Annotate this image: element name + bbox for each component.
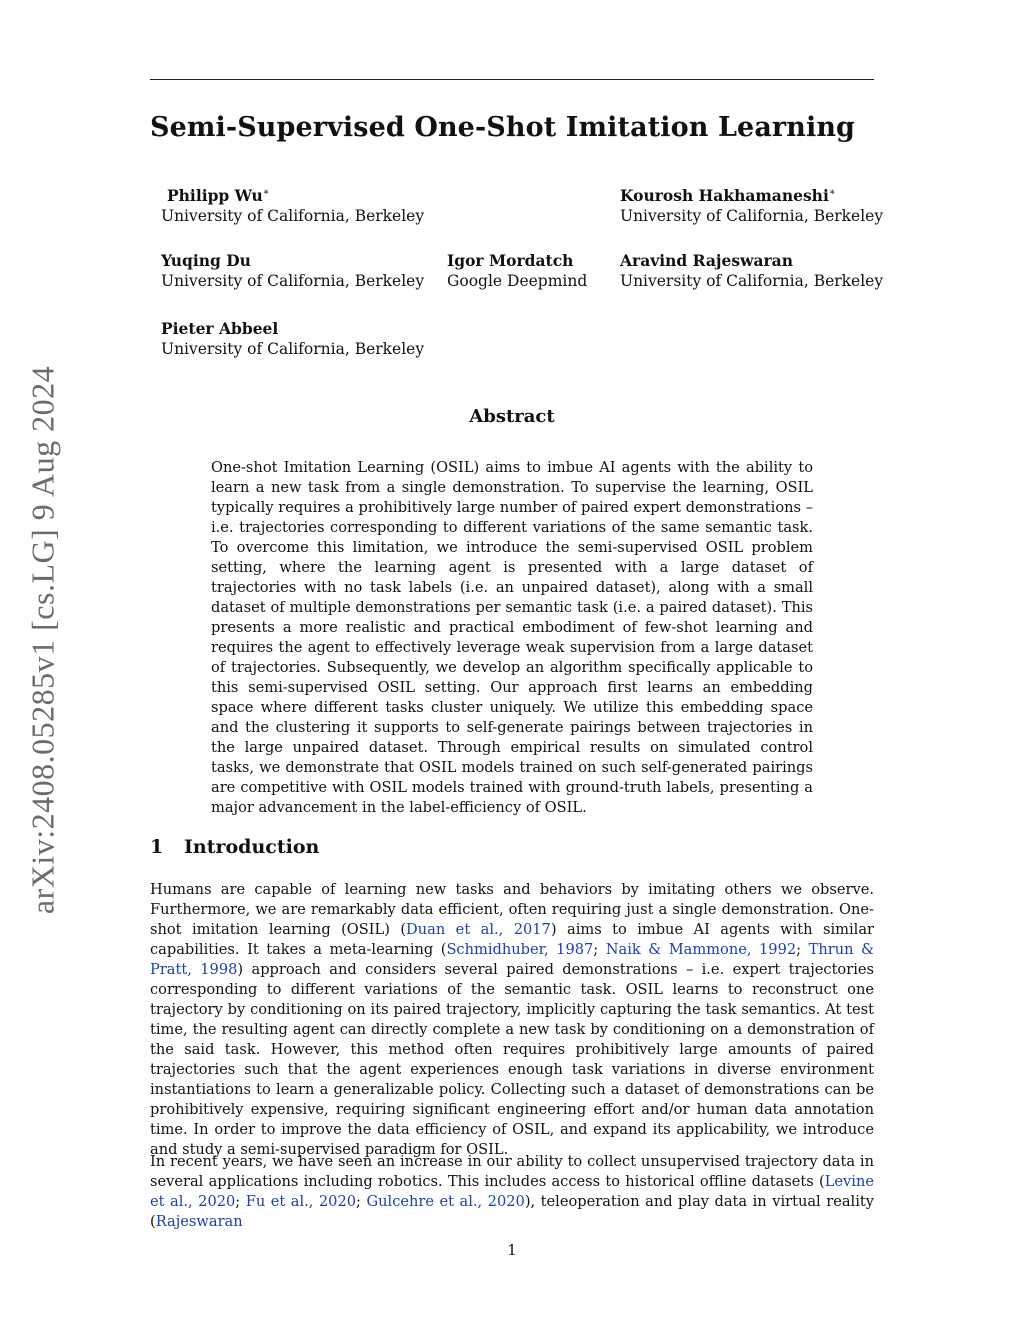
intro-paragraph	[150, 1152, 874, 1232]
paper-title: Semi-Supervised One-Shot Imitation Learning	[150, 112, 856, 143]
author-block	[447, 250, 587, 292]
arxiv-identifier[interactable]: arXiv:2408.05285v1 [cs.LG] 9 Aug 2024	[24, 365, 61, 915]
citation-separator: ;	[796, 941, 809, 958]
author-affiliation: Google Deepmind	[447, 272, 588, 290]
top-rule	[150, 79, 874, 80]
citation-link[interactable]: Thrun & Pratt, 1998	[150, 941, 875, 978]
author-block	[161, 182, 425, 227]
author-name: Philipp Wu	[167, 186, 263, 206]
author-block	[161, 318, 424, 360]
author-affiliation: University of California, Berkeley	[620, 272, 884, 290]
paragraph-text: Humans are capable of learning new tasks and behaviors by imitating others we observe. Furthermore, we are remarkably data efficient, often requiring just a single demonstration. One-shot imitation learning (OSIL) (	[150, 881, 874, 938]
section-title: Introduction	[184, 836, 320, 858]
equal-contribution-mark: ∗	[828, 187, 836, 198]
citation-link[interactable]: Rajeswaran	[155, 1213, 243, 1230]
citation-link[interactable]: Fu et al., 2020	[245, 1193, 357, 1210]
citation-link[interactable]: Schmidhuber, 1987	[446, 941, 594, 958]
page-number: 1	[507, 1241, 517, 1259]
author-name: Aravind Rajeswaran	[620, 251, 793, 270]
author-block	[620, 250, 883, 292]
abstract-text: One-shot Imitation Learning (OSIL) aims to imbue AI agents with the ability to learn a new task from a single demonstration. To supervise the learning, OSIL typically requires a prohibitively large number of paired expert demonstrations – i.e. trajectories corresponding to different variations of the same semantic task. To overcome this limitation, we introduce the semi-supervised OSIL problem setting, where the learning agent is presented with a large dataset of trajectories with no task labels (i.e. an unpaired dataset), along with a small dataset of multiple demonstrations per semantic task (i.e. a paired dataset). This presents a more realistic and practical embodiment of few-shot learning and requires the agent to effectively leverage weak supervision from a large dataset of trajectories. Subsequently, we develop an algorithm specifically applicable to this semi-supervised OSIL setting. Our approach first learns an embedding space where different tasks cluster uniquely. We utilize this embedding space and the clustering it supports to self-generate pairings between trajectories in the large unpaired dataset. Through empirical results on simulated control tasks, we demonstrate that OSIL models trained on such self-generated pairings are competitive with OSIL models trained with ground-truth labels, presenting a major advancement in the label-efficiency of OSIL.	[211, 459, 813, 816]
abstract-heading: Abstract	[469, 406, 555, 427]
citation-link[interactable]: Levine et al., 2020	[150, 1173, 874, 1210]
paragraph-text: ) approach and considers several paired demonstrations – i.e. expert trajectories corresponding to different variations of the semantic task. OSIL learns to reconstruct one trajectory by conditioning on its paired trajectory, implicitly capturing the task semantics. At test time, the resulting agent can directly complete a new task by conditioning on a demonstration of the said task. However, this method often requires prohibitively large amounts of paired trajectories such that the agent experiences enough task variations in diverse environment instantiations to learn a generalizable policy. Collecting such a dataset of demonstrations can be prohibitively expensive, requiring significant engineering effort and/or human data annotation time. In order to improve the data efficiency of OSIL, and expand its applicability, we introduce and study a semi-supervised paradigm for OSIL.	[150, 961, 874, 1158]
citation-link[interactable]: Gulcehre et al., 2020	[366, 1193, 525, 1210]
author-affiliation: University of California, Berkeley	[161, 340, 425, 358]
author-affiliation: University of California, Berkeley	[161, 207, 425, 226]
section-heading	[150, 836, 319, 858]
citation-link[interactable]: Duan et al., 2017	[406, 921, 551, 938]
section-number: 1	[150, 836, 164, 858]
author-block	[620, 182, 883, 227]
citation-separator: ;	[235, 1193, 246, 1210]
author-name: Kourosh Hakhamaneshi	[620, 186, 829, 206]
author-affiliation: University of California, Berkeley	[620, 207, 884, 226]
paragraph-text: ), teleoperation and play data in virtual reality (	[150, 1193, 874, 1230]
intro-paragraph	[150, 880, 874, 1160]
author-name: Igor Mordatch	[447, 251, 574, 270]
author-affiliation: University of California, Berkeley	[161, 272, 425, 290]
paragraph-text: ) aims to imbue AI agents with similar capabilities. It takes a meta-learning (	[150, 921, 875, 958]
citation-separator: ;	[356, 1193, 367, 1210]
author-name: Yuqing Du	[161, 251, 251, 270]
author-name: Pieter Abbeel	[161, 319, 279, 338]
author-block	[161, 250, 424, 292]
paragraph-text: In recent years, we have seen an increase in our ability to collect unsupervised trajectory data in several applications including robotics. This includes access to historical offline datasets (	[150, 1153, 874, 1190]
citation-separator: ;	[593, 941, 606, 958]
equal-contribution-mark: ∗	[262, 187, 270, 198]
citation-link[interactable]: Naik & Mammone, 1992	[605, 941, 797, 958]
